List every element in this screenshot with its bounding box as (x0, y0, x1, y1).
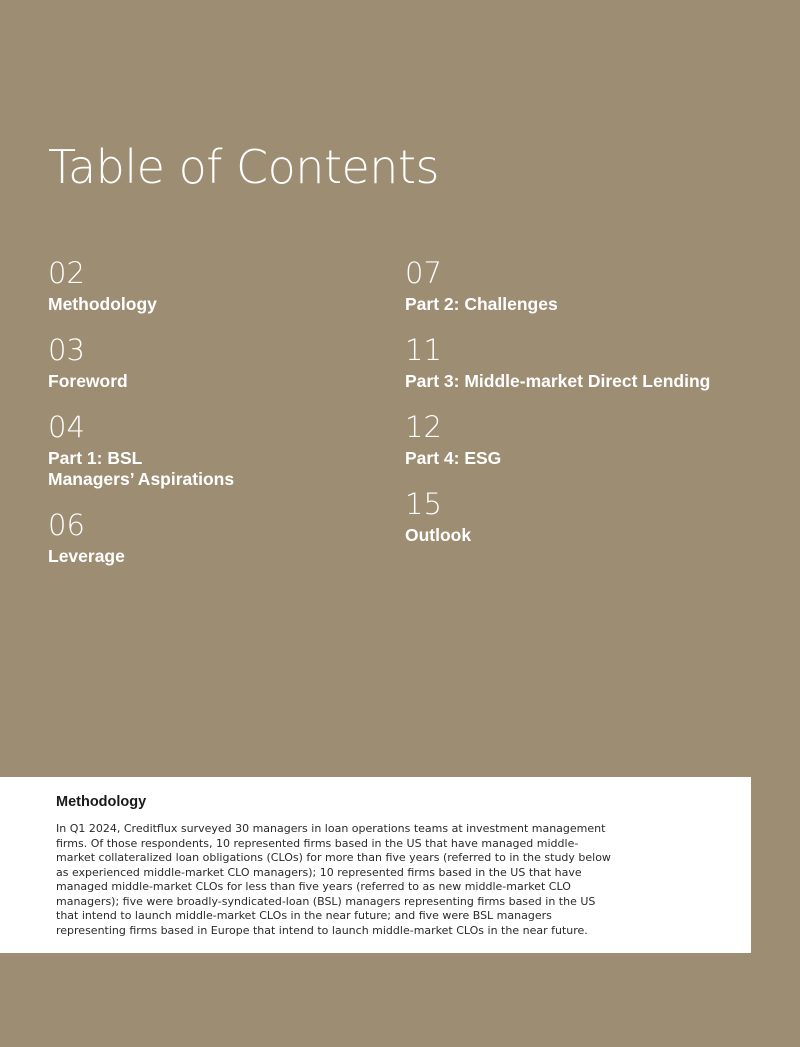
toc-section-title[interactable]: Part 3: Middle-market Direct Lending (405, 371, 711, 391)
toc-entry[interactable] (405, 487, 765, 546)
toc-column-left (48, 256, 368, 585)
toc-column-right (405, 256, 765, 564)
toc-page-number: 02 (48, 256, 85, 290)
toc-page-number: 06 (48, 508, 85, 542)
toc-page-number: 04 (48, 410, 85, 444)
toc-section-title[interactable]: Part 1: BSL Managers’ Aspirations (48, 448, 235, 489)
toc-entry[interactable] (405, 410, 765, 469)
toc-page-number: 11 (405, 333, 442, 367)
toc-page-number: 07 (405, 256, 442, 290)
toc-page-number: 03 (48, 333, 85, 367)
methodology-text: In Q1 2024, Creditflux surveyed 30 managers in loan operations teams at investment management firms. Of those respondents, 10 represented firms based in the US that have managed middle-market collateralized loan obligations (CLOs) for more than five years (referred to in the study below as experienced middle-market CLO managers); 10 represented firms based in the US that have managed middle-market CLOs for less than five years (referred to as new middle-market CLO managers); five were broadly-syndicated-loan (BSL) managers representing firms based in the US that intend to launch middle-market CLOs in the near future; and five were BSL managers representing firms based in Europe that intend to launch middle-market CLOs in the near future. (56, 822, 611, 937)
toc-entry[interactable] (48, 410, 368, 490)
toc-entry[interactable] (48, 508, 368, 567)
toc-section-title[interactable]: Part 2: Challenges (405, 294, 558, 314)
toc-entry[interactable] (48, 256, 368, 315)
page-title: Table of Contents (48, 140, 439, 194)
toc-page-number: 12 (405, 410, 442, 444)
toc-section-title[interactable]: Part 4: ESG (405, 448, 502, 468)
toc-section-title[interactable]: Outlook (405, 525, 472, 545)
methodology-title: Methodology (56, 794, 147, 810)
toc-section-title[interactable]: Methodology (48, 294, 157, 314)
toc-section-title[interactable]: Foreword (48, 371, 128, 391)
toc-section-title[interactable]: Leverage (48, 546, 125, 566)
toc-page-number: 15 (405, 487, 442, 521)
toc-entry[interactable] (48, 333, 368, 392)
toc-entry[interactable] (405, 256, 765, 315)
methodology-box (0, 777, 751, 953)
toc-entry[interactable] (405, 333, 765, 392)
